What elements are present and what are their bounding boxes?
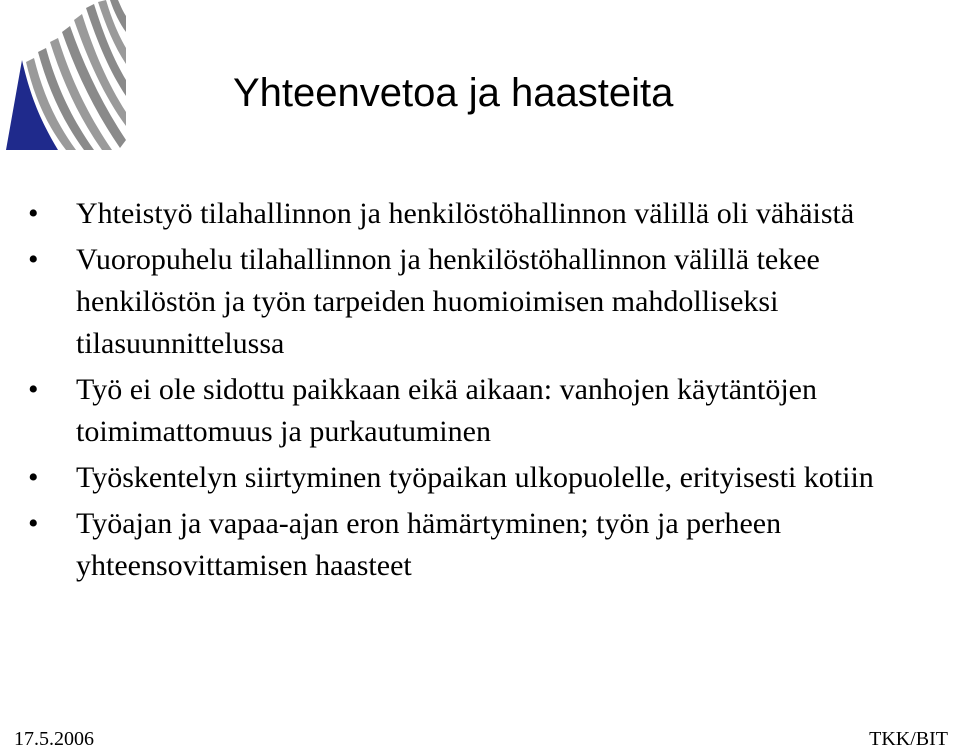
bullet-text: Työ ei ole sidottu paikkaan eikä aikaan: vanhojen käytäntöjen toimimattomuus ja purkautuminen [76, 373, 817, 448]
bullet-text: Vuoropuhelu tilahallinnon ja henkilöstöhallinnon välillä tekee henkilöstön ja työn tarpeiden huomioimisen mahdolliseksi tilasuunnittelussa [76, 243, 820, 360]
bullet-list [28, 193, 953, 591]
bullet-icon: • [28, 243, 39, 276]
slide-title: Yhteenvetoa ja haasteita [233, 71, 674, 115]
footer-date: 17.5.2006 [14, 728, 94, 750]
footer-org: TKK/BIT [869, 728, 948, 750]
bullet-item [28, 193, 953, 235]
bullet-text: Työskentelyn siirtyminen työpaikan ulkopuolelle, erityisesti kotiin [76, 461, 874, 494]
university-logo-icon [0, 0, 128, 152]
bullet-text: Yhteistyö tilahallinnon ja henkilöstöhallinnon välillä oli vähäistä [76, 197, 855, 230]
bullet-item [28, 239, 953, 365]
bullet-item [28, 369, 953, 453]
bullet-icon: • [28, 373, 39, 406]
bullet-icon: • [28, 507, 39, 540]
bullet-icon: • [28, 197, 39, 230]
bullet-text: Työajan ja vapaa-ajan eron hämärtyminen; työn ja perheen yhteensovittamisen haasteet [76, 507, 782, 582]
bullet-item [28, 457, 953, 499]
bullet-icon: • [28, 461, 39, 494]
bullet-item [28, 503, 953, 587]
